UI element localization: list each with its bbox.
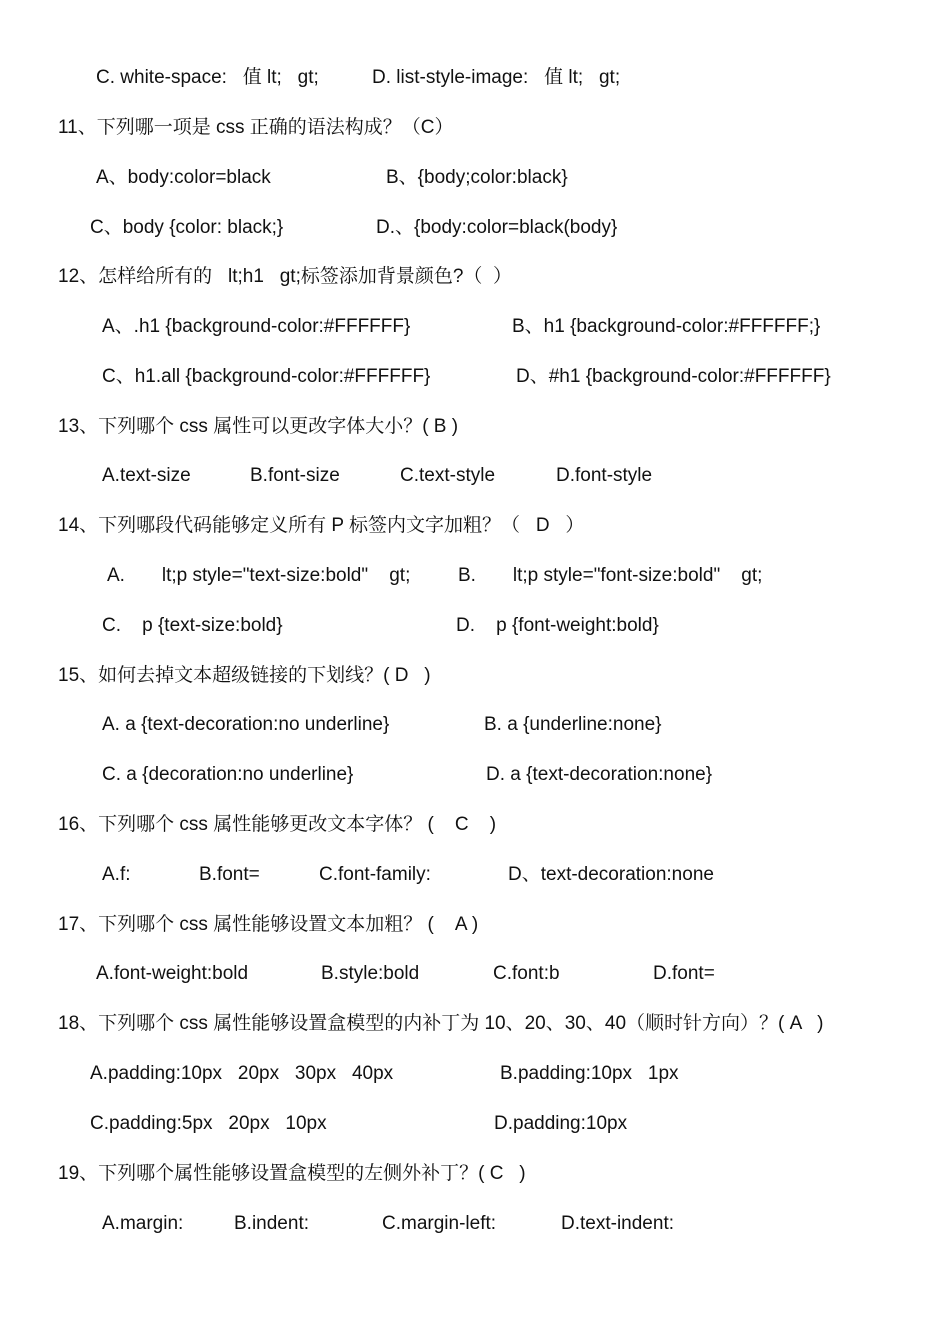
q13-option-a: A.text-size: [102, 465, 191, 486]
q18-option-d: D.padding:10px: [494, 1113, 628, 1134]
q16-option-d: D、text-decoration:none: [508, 864, 714, 885]
q11-question: 11、下列哪一项是 css 正确的语法构成？（C）: [58, 117, 454, 138]
q14-option-c: C. p {text-size:bold}: [102, 615, 283, 636]
q13-option-b: B.font-size: [250, 465, 340, 486]
q17-option-b: B.style:bold: [321, 963, 420, 984]
q18-option-b: B.padding:10px 1px: [500, 1063, 679, 1084]
q16-question: 16、下列哪个 css 属性能够更改文本字体？ ( C ): [58, 814, 497, 835]
q19-question: 19、下列哪个属性能够设置盒模型的左侧外补丁？( C ): [58, 1163, 526, 1184]
q18-option-c: C.padding:5px 20px 10px: [90, 1113, 327, 1134]
q18-option-a: A.padding:10px 20px 30px 40px: [90, 1063, 394, 1084]
q17-option-d: D.font=: [653, 963, 715, 984]
q19-option-d: D.text-indent:: [561, 1213, 674, 1234]
q14-option-a: A. lt;p style="text-size:bold" gt;: [107, 565, 411, 586]
q11-option-a: A、body:color=black: [96, 167, 271, 188]
q15-question: 15、如何去掉文本超级链接的下划线？( D ): [58, 665, 431, 686]
q12-option-c: C、h1.all {background-color:#FFFFFF}: [102, 366, 431, 387]
q17-option-a: A.font-weight:bold: [96, 963, 249, 984]
q13-option-c: C.text-style: [400, 465, 496, 486]
q15-option-b: B. a {underline:none}: [484, 714, 662, 735]
q17-question: 17、下列哪个 css 属性能够设置文本加粗？ ( A ): [58, 914, 479, 935]
q16-option-a: A.f:: [102, 864, 131, 885]
q19-option-b: B.indent:: [234, 1213, 309, 1234]
q14-question: 14、下列哪段代码能够定义所有 P 标签内文字加粗？（ D ）: [58, 515, 585, 536]
q12-option-d: D、#h1 {background-color:#FFFFFF}: [516, 366, 831, 387]
q14-option-b: B. lt;p style="font-size:bold" gt;: [458, 565, 763, 586]
q10-option-d: D. list-style-image: 值 lt; gt;: [372, 67, 621, 88]
q19-option-c: C.margin-left:: [382, 1213, 497, 1234]
q16-option-c: C.font-family:: [319, 864, 431, 885]
q12-question: 12、怎样给所有的 lt;h1 gt;标签添加背景颜色?（ ）: [58, 266, 512, 287]
q17-option-c: C.font:b: [493, 963, 560, 984]
q12-option-b: B、h1 {background-color:#FFFFFF;}: [512, 316, 821, 337]
q13-option-d: D.font-style: [556, 465, 653, 486]
q15-option-a: A. a {text-decoration:no underline}: [102, 714, 390, 735]
q15-option-c: C. a {decoration:no underline}: [102, 764, 354, 785]
q11-option-d: D.、{body:color=black(body}: [376, 217, 618, 238]
q14-option-d: D. p {font-weight:bold}: [456, 615, 659, 636]
q11-option-b: B、{body;color:black}: [386, 167, 568, 188]
q13-question: 13、下列哪个 css 属性可以更改字体大小？( B ): [58, 416, 459, 437]
q12-option-a: A、.h1 {background-color:#FFFFFF}: [102, 316, 411, 337]
q15-option-d: D. a {text-decoration:none}: [486, 764, 713, 785]
q18-question: 18、下列哪个 css 属性能够设置盒模型的内补丁为 10、20、30、40（顺时针方向）？( A ): [58, 1013, 824, 1034]
q10-option-c: C. white-space: 值 lt; gt;: [96, 67, 319, 88]
q16-option-b: B.font=: [199, 864, 260, 885]
q11-option-c: C、body {color: black;}: [90, 217, 284, 238]
q19-option-a: A.margin:: [102, 1213, 184, 1234]
